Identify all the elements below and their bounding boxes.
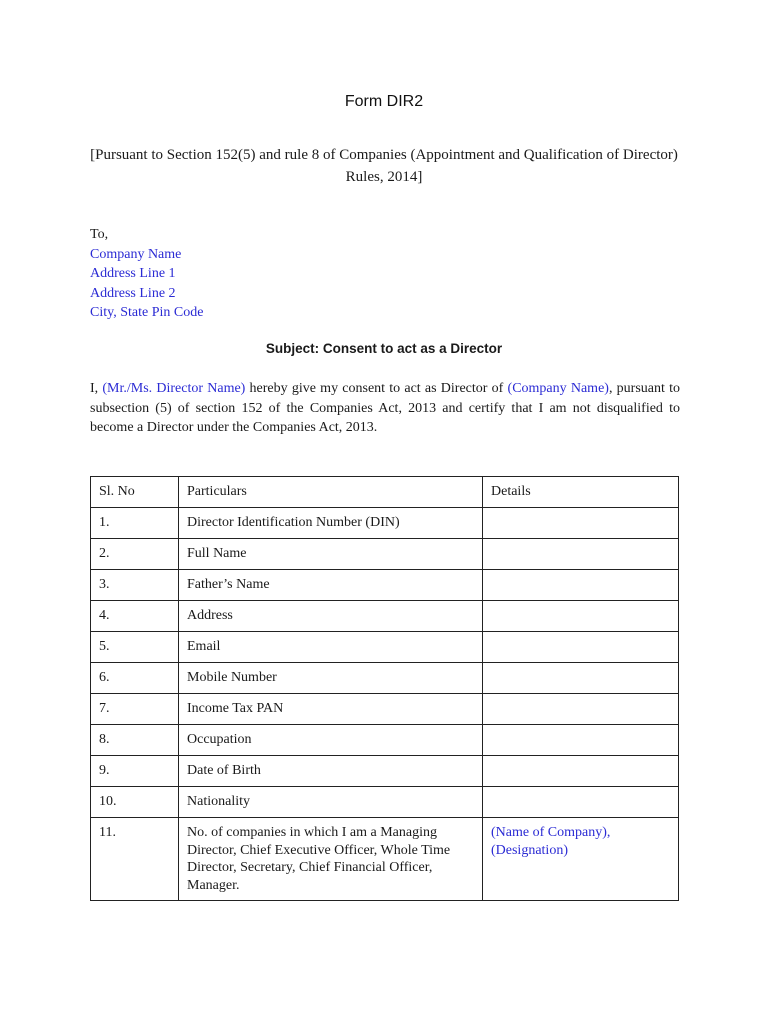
row-sl: 7. xyxy=(91,694,179,725)
table-row xyxy=(91,725,679,756)
row-sl: 9. xyxy=(91,756,179,787)
row-detail[interactable] xyxy=(483,601,679,632)
row-detail[interactable] xyxy=(483,787,679,818)
row-particular: Father’s Name xyxy=(179,570,483,601)
row-detail[interactable] xyxy=(483,725,679,756)
row-detail[interactable] xyxy=(483,539,679,570)
row-detail[interactable] xyxy=(483,694,679,725)
consent-paragraph xyxy=(90,379,680,438)
row-particular: Address xyxy=(179,601,483,632)
form-preamble xyxy=(80,144,688,188)
row-sl: 5. xyxy=(91,632,179,663)
row-particular: Date of Birth xyxy=(179,756,483,787)
table-row xyxy=(91,632,679,663)
row-particular: Occupation xyxy=(179,725,483,756)
row-particular: Mobile Number xyxy=(179,663,483,694)
salutation: To, xyxy=(90,227,109,242)
address-company-name: Company Name xyxy=(90,246,182,262)
consent-text-1: I, xyxy=(90,381,103,396)
table-row xyxy=(91,508,679,539)
consent-text-3: , pursuant to subsection (5) of section 152 of the Companies Act, 2013 and certify that I am not disqualified to become a Director under the Companies Act, 2013. xyxy=(90,381,680,435)
row-particular: No. of companies in which I am a Managing Director, Chief Executive Officer, Whole Time Director, Secretary, Chief Financial Officer, Manager. xyxy=(179,818,483,901)
row-sl: 6. xyxy=(91,663,179,694)
row-sl: 4. xyxy=(91,601,179,632)
row-detail[interactable] xyxy=(483,756,679,787)
row-particular: Director Identification Number (DIN) xyxy=(179,508,483,539)
recipient-address xyxy=(90,225,203,323)
address-line-1: Address Line 1 xyxy=(90,266,176,281)
subject-heading: Subject: Consent to act as a Director xyxy=(265,341,503,356)
table-header-row xyxy=(91,477,679,508)
row-sl: 10. xyxy=(91,787,179,818)
row-sl: 2. xyxy=(91,539,179,570)
row-detail[interactable] xyxy=(483,508,679,539)
table-row xyxy=(91,694,679,725)
form-title: Form DIR2 xyxy=(344,93,424,110)
header-particulars: Particulars xyxy=(179,477,483,508)
row-particular: Email xyxy=(179,632,483,663)
row-sl: 1. xyxy=(91,508,179,539)
header-details: Details xyxy=(483,477,679,508)
row-detail[interactable] xyxy=(483,632,679,663)
address-city: City, State Pin Code xyxy=(90,305,204,320)
row-particular: Full Name xyxy=(179,539,483,570)
particulars-table xyxy=(90,476,679,901)
row-particular: Nationality xyxy=(179,787,483,818)
row-sl: 11. xyxy=(91,818,179,901)
header-sl-no: Sl. No xyxy=(91,477,179,508)
consent-text-2: hereby give my consent to act as Director of xyxy=(245,381,508,396)
company-name-placeholder: (Company Name) xyxy=(507,381,609,396)
director-name-placeholder: (Mr./Ms. Director Name) xyxy=(102,381,246,396)
row-detail[interactable]: (Name of Company), (Designation) xyxy=(483,818,679,901)
table-row xyxy=(91,663,679,694)
row-detail[interactable] xyxy=(483,663,679,694)
table-row xyxy=(91,601,679,632)
table-row xyxy=(91,570,679,601)
row-sl: 8. xyxy=(91,725,179,756)
row-particular: Income Tax PAN xyxy=(179,694,483,725)
table-row xyxy=(91,787,679,818)
preamble-line-1: [Pursuant to Section 152(5) and rule 8 of Companies (Appointment and Qualification of Director) xyxy=(90,147,678,163)
table-row xyxy=(91,539,679,570)
table-row xyxy=(91,818,679,901)
address-line-2: Address Line 2 xyxy=(90,285,176,301)
row-detail[interactable] xyxy=(483,570,679,601)
row-sl: 3. xyxy=(91,570,179,601)
preamble-line-2: Rules, 2014] xyxy=(345,169,423,185)
table-row xyxy=(91,756,679,787)
